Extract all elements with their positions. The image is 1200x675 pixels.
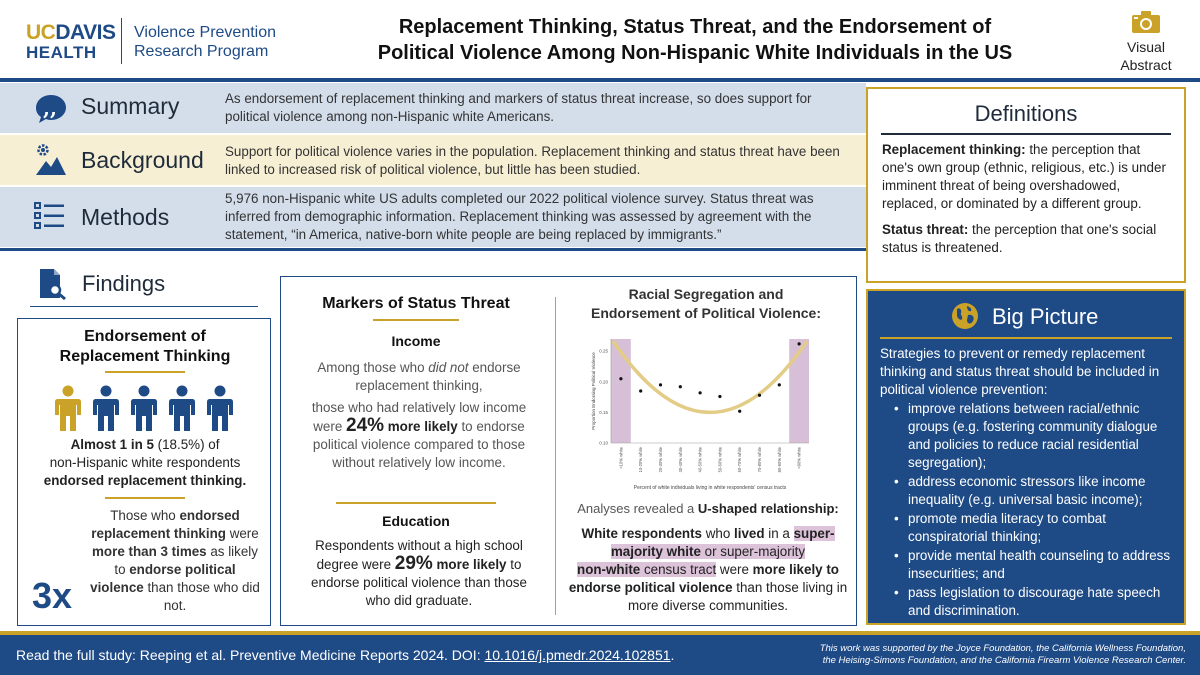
footer-read-end: . xyxy=(670,647,675,663)
big-picture-rule xyxy=(880,337,1172,339)
inc5: more likely xyxy=(384,419,458,434)
findings-label: Findings xyxy=(82,271,166,296)
income-pct: 24% xyxy=(346,415,385,436)
visual-abstract-badge xyxy=(1108,10,1184,74)
org-name-line1: Violence Prevention xyxy=(134,24,277,41)
svg-text:,,: ,, xyxy=(43,96,57,120)
funding-line2: the Heising-Simons Foundation, and the California Firearm Violence Research Center. xyxy=(822,655,1186,666)
summary-label: Summary xyxy=(81,93,180,119)
edu1: Respondents without a high school degree were xyxy=(315,538,523,572)
replacement-stat-line2: non-Hispanic white respondents xyxy=(49,455,241,470)
t2: who xyxy=(702,526,735,541)
definitions-title: Definitions xyxy=(974,101,1078,126)
m1: Those who xyxy=(110,508,180,523)
t6: or super-majority xyxy=(700,544,806,559)
definition-replacement-term: Replacement thinking: xyxy=(882,142,1026,157)
background-text: Support for political violence varies in the population. Replacement thinking and status threat have been linked to increased risk of political violence, but little has been studied. xyxy=(225,144,840,177)
data-point xyxy=(778,383,781,386)
footer-funding xyxy=(796,643,1186,667)
y-tick-label: 0.15 xyxy=(599,409,608,415)
t9: were xyxy=(716,562,753,577)
segregation-title-line2: Endorsement of Political Violence: xyxy=(590,305,821,321)
replacement-stat-line3: endorsed replacement thinking. xyxy=(43,473,247,488)
definition-replacement-text: the perception that one's own group (ethnic, religious, etc.) is under imminent threat of being overshadowed, replaced, or dominated by a different group. xyxy=(882,142,1166,211)
definitions-rule xyxy=(881,133,1171,135)
status-segregation-box xyxy=(280,276,857,626)
org-name-line2: Research Program xyxy=(134,43,269,60)
data-point xyxy=(659,383,662,386)
m6: endorse political violence xyxy=(90,562,236,595)
x-tick-label: 80-90% white xyxy=(776,447,782,473)
edu2: more likely xyxy=(432,557,507,572)
y-tick-label: 0.10 xyxy=(599,440,608,446)
data-point xyxy=(738,410,741,413)
footer xyxy=(0,635,1200,675)
segregation-text xyxy=(567,525,849,615)
doi-link[interactable]: 10.1016/j.pmedr.2024.102851 xyxy=(484,647,671,663)
replacement-rule xyxy=(105,371,185,373)
big-picture-title: Big Picture xyxy=(992,304,1099,329)
segregation-chart-svg xyxy=(583,335,815,495)
person-icon xyxy=(54,385,82,431)
person-icon xyxy=(92,385,120,431)
x-tick-label: 60-70% white xyxy=(737,447,743,473)
summary-text: As endorsement of replacement thinking and markers of status threat increase, so does support for political violence among non-Hispanic white Americans. xyxy=(225,91,812,124)
inc2: did not xyxy=(428,360,469,375)
big-picture-item: • provide mental health counseling to address insecurities; and xyxy=(894,547,1182,583)
x-tick-label: >90% white xyxy=(796,447,802,469)
x-tick-label: 70-80% white xyxy=(757,447,762,473)
footer-read-text: Read the full study: Reeping et al. Preventive Medicine Reports 2024. DOI: xyxy=(16,647,485,663)
rows-rule xyxy=(0,248,866,251)
logo-health: HEALTH xyxy=(26,43,97,62)
replacement-stat-pct: (18.5%) of xyxy=(153,437,220,452)
people-pictogram xyxy=(54,385,244,431)
checklist-icon xyxy=(34,201,66,231)
y-tick-label: 0.20 xyxy=(599,379,608,385)
replacement-title-line2: Replacement Thinking xyxy=(59,348,231,365)
t10: more likely to endorse political violence xyxy=(568,562,839,595)
replacement-title xyxy=(18,327,272,367)
big-picture-item: • address economic stressors like income inequality (e.g. universal basic income); xyxy=(894,473,1182,509)
replacement-thinking-box xyxy=(17,318,271,626)
m4: more than 3 times xyxy=(92,544,207,559)
m3: were xyxy=(225,526,259,541)
big-picture-box xyxy=(866,289,1186,625)
data-point xyxy=(619,377,622,380)
status-threat-rule-2 xyxy=(336,502,496,504)
t4: in a xyxy=(764,526,794,541)
education-pct: 29% xyxy=(394,553,433,574)
intro1: Analyses revealed a xyxy=(577,501,698,516)
income-title: Income xyxy=(391,333,441,349)
document-search-icon xyxy=(38,268,68,300)
background-label: Background xyxy=(81,147,204,173)
page-title-line1: Replacement Thinking, Status Threat, and the Endorsement of xyxy=(398,16,992,38)
segregation-title-line1: Racial Segregation and xyxy=(628,286,784,302)
replacement-title-line1: Endorsement of xyxy=(84,328,206,345)
camera-icon xyxy=(1131,10,1161,34)
definition-status-text: the perception that one's social status is threatened. xyxy=(882,222,1157,255)
quote-bubble-icon xyxy=(34,93,68,125)
segregation-chart xyxy=(583,335,815,495)
m2: endorsed replacement thinking xyxy=(91,508,240,541)
edu3: to endorse political violence than those who did graduate. xyxy=(311,557,527,608)
landscape-icon xyxy=(34,143,68,177)
methods-text: 5,976 non-Hispanic white US adults completed our 2022 political violence survey. Status threat was inferred from demographic information. Replacement thinking was assessed by agreement with the statement, “in America, native-born white people are being replaced by immigrants.” xyxy=(225,191,814,242)
x-tick-label: <10% white xyxy=(618,447,624,469)
inc4: those who had relatively low income were xyxy=(311,400,527,434)
globe-icon xyxy=(950,301,980,331)
data-point xyxy=(679,385,682,388)
t3: lived xyxy=(734,526,765,541)
segregation-title xyxy=(567,285,845,323)
data-point xyxy=(718,395,721,398)
header xyxy=(0,0,1200,78)
income-text xyxy=(297,359,541,472)
methods-row xyxy=(0,187,866,247)
methods-label: Methods xyxy=(81,204,170,230)
intro2: U-shaped relationship: xyxy=(697,501,839,516)
status-threat-title: Markers of Status Threat xyxy=(322,295,510,312)
segregation-intro xyxy=(567,501,849,516)
inc1: Among those who xyxy=(317,360,429,375)
page-title-line2: Political Violence Among Non-Hispanic White Individuals in the US xyxy=(377,42,1013,64)
data-point xyxy=(699,391,702,394)
definition-replacement xyxy=(868,141,1184,213)
t7: non-white xyxy=(577,562,641,577)
page-title xyxy=(300,14,1090,66)
replacement-stat xyxy=(24,436,266,490)
person-icon xyxy=(206,385,234,431)
replacement-rule-2 xyxy=(105,497,185,499)
y-tick-label: 0.25 xyxy=(599,348,608,354)
x-tick-label: 20-30% white xyxy=(658,447,663,473)
education-text xyxy=(297,537,541,610)
definition-status-term: Status threat: xyxy=(882,222,969,237)
data-point xyxy=(758,394,761,397)
multiplier-3x: 3x xyxy=(32,575,73,616)
replacement-stat-bold: Almost 1 in 5 xyxy=(70,437,154,452)
definition-status xyxy=(868,221,1184,257)
funding-line1: This work was supported by the Joyce Foundation, the California Wellness Foundation, xyxy=(819,643,1186,654)
m7: than those who did not. xyxy=(143,580,260,613)
x-tick-label: 40-50% white xyxy=(697,447,703,473)
x-tick-label: 30-40% white xyxy=(677,447,683,473)
m5: as likely to xyxy=(114,544,258,577)
big-picture-item: • pass legislation to discourage hate speech and discrimination. xyxy=(894,584,1182,620)
definitions-box xyxy=(866,87,1186,283)
background-row xyxy=(0,135,866,185)
t1: White respondents xyxy=(581,526,703,541)
big-picture-intro: Strategies to prevent or remedy replacement thinking and status threat should be included in political violence prevention: xyxy=(880,346,1160,397)
x-axis-label: Percent of white individuals living in white respondents' census tracts xyxy=(633,485,787,491)
status-threat-rule xyxy=(373,319,459,321)
summary-row xyxy=(0,83,866,133)
y-axis-label: Proportion Endorsing Political Violence xyxy=(591,352,596,430)
visual-abstract-line2: Abstract xyxy=(1120,57,1172,73)
x-tick-label: 50-60% white xyxy=(717,447,723,473)
person-icon xyxy=(168,385,196,431)
footer-citation xyxy=(16,647,674,663)
inc3: endorse replacement thinking, xyxy=(355,360,521,393)
big-picture-item: • improve relations between racial/ethnic groups (e.g. fostering community dialogue and policies to reduce racial residential segregation); xyxy=(894,400,1182,472)
inc6: to endorse political violence compared to those without relatively low income. xyxy=(312,419,526,470)
logo-davis: DAVIS xyxy=(55,21,116,44)
visual-abstract-line1: Visual xyxy=(1127,39,1165,55)
org-name xyxy=(134,23,276,61)
big-picture-list xyxy=(894,400,1182,621)
t8: census tract xyxy=(640,562,717,577)
data-point xyxy=(639,389,642,392)
x-tick-label: 10-20% white xyxy=(638,447,644,473)
logo-divider xyxy=(121,18,122,64)
u-curve xyxy=(613,341,807,412)
logo-uc: UC xyxy=(26,21,56,44)
header-rule xyxy=(0,78,1200,82)
t5: super-majority white xyxy=(610,526,835,559)
multiplier-text xyxy=(90,507,260,615)
data-point xyxy=(798,342,801,345)
education-title: Education xyxy=(382,513,450,529)
t11: than those living in more diverse communities. xyxy=(628,580,848,613)
middle-divider xyxy=(555,297,556,615)
person-icon xyxy=(130,385,158,431)
uc-davis-health-logo[interactable] xyxy=(26,22,116,61)
big-picture-item: • promote media literacy to combat conspiratorial thinking; xyxy=(894,510,1182,546)
findings-rule xyxy=(30,306,258,307)
